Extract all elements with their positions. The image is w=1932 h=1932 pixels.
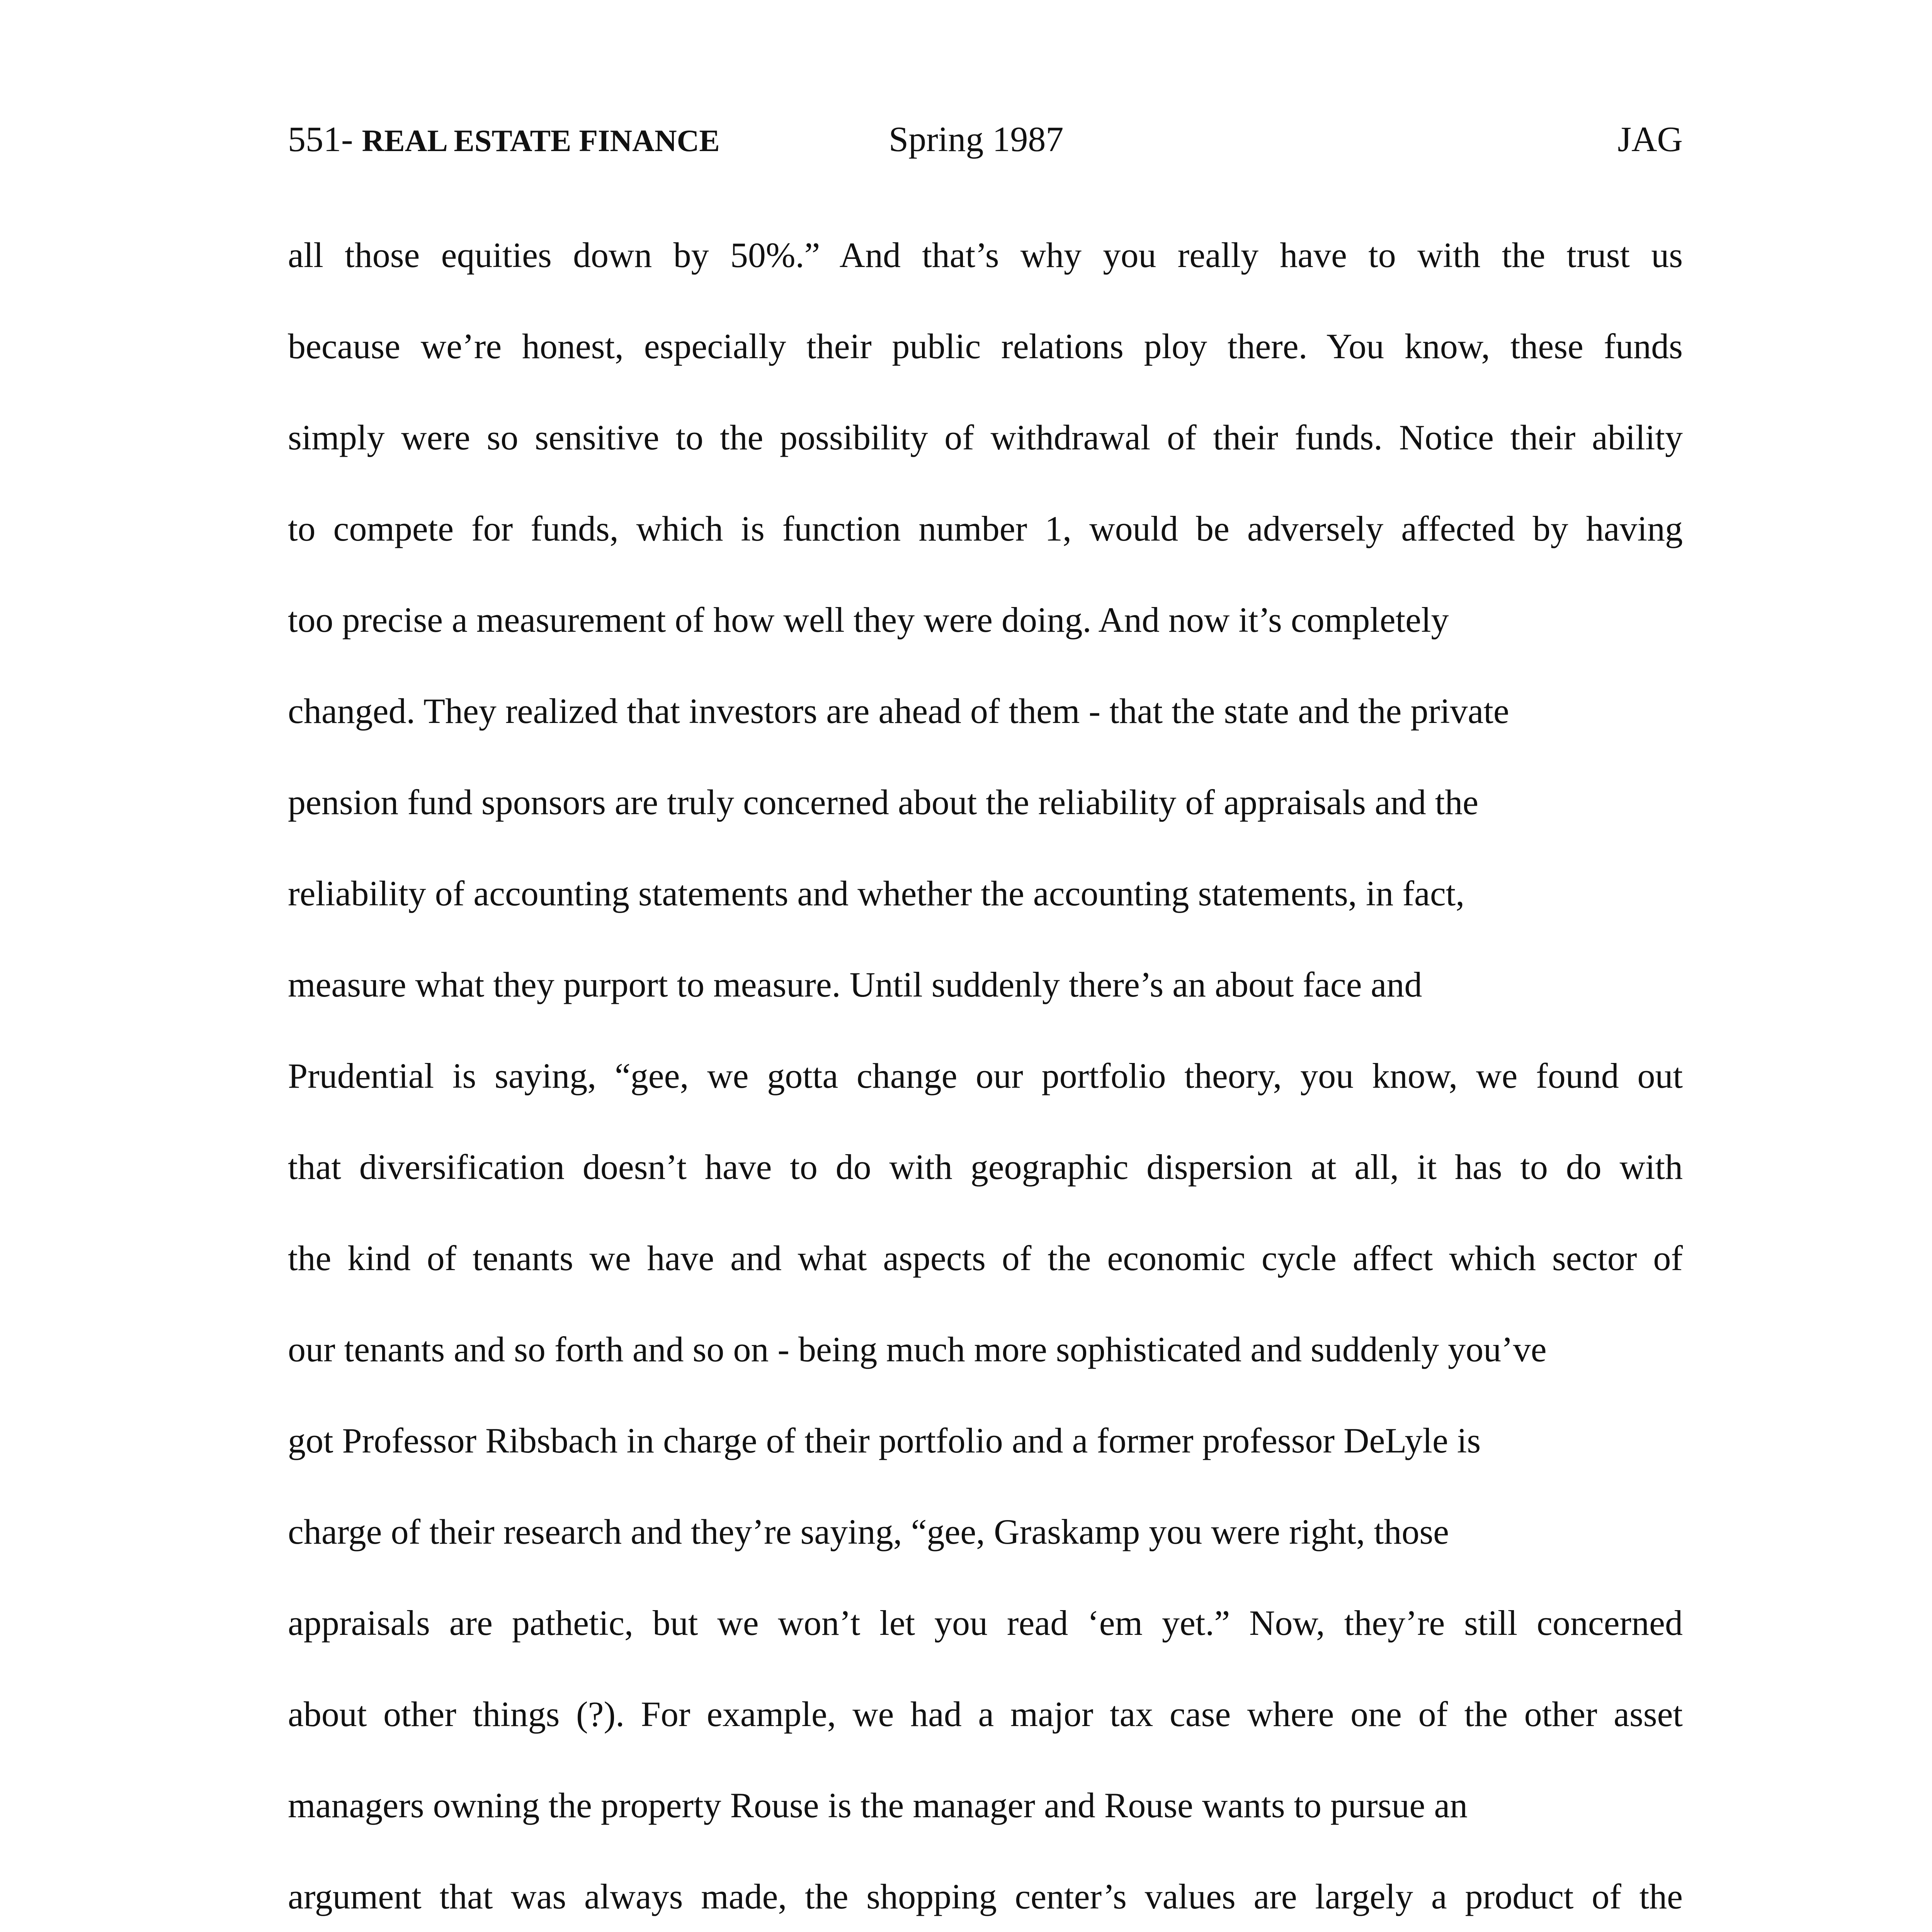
text-line: got Professor Ribsbach in charge of their portfolio and a former professor DeLyle is <box>288 1421 1481 1460</box>
text-line: to compete for funds, which is function number 1, would be adversely affected by having <box>288 509 1683 548</box>
author-initials: JAG <box>1617 119 1683 159</box>
text-line: managers owning the property Rouse is the manager and Rouse wants to pursue an <box>288 1786 1468 1825</box>
course-heading <box>288 116 720 164</box>
text-line: reliability of accounting statements and whether the accounting statements, in fact, <box>288 874 1465 913</box>
text-line: all those equities down by 50%.” And that’s why you really have to with the trust us <box>288 235 1683 275</box>
text-line: charge of their research and they’re saying, “gee, Graskamp you were right, those <box>288 1512 1449 1551</box>
text-line: measure what they purport to measure. Until suddenly there’s an about face and <box>288 965 1422 1004</box>
text-line: about other things (?). For example, we had a major tax case where one of the other asset <box>288 1694 1683 1734</box>
transcript-body <box>288 232 1683 1932</box>
text-line: appraisals are pathetic, but we won’t let you read ‘em yet.” Now, they’re still concerned <box>288 1603 1683 1643</box>
text-line: the kind of tenants we have and what aspects of the economic cycle affect which sector of <box>288 1238 1683 1278</box>
text-line: Prudential is saying, “gee, we gotta change our portfolio theory, you know, we found out <box>288 1056 1683 1095</box>
text-line: simply were so sensitive to the possibility of withdrawal of their funds. Notice their ability <box>288 418 1683 457</box>
text-line: pension fund sponsors are truly concerned about the reliability of appraisals and the <box>288 782 1479 822</box>
text-line: too precise a measurement of how well they were doing. And now it’s completely <box>288 600 1449 639</box>
page-header <box>288 116 1683 162</box>
text-line: that diversification doesn’t have to do with geographic dispersion at all, it has to do with <box>288 1147 1683 1187</box>
course-title: REAL ESTATE FINANCE <box>362 124 720 158</box>
course-number: 551- <box>288 119 353 159</box>
text-line: our tenants and so forth and so on - being much more sophisticated and suddenly you’ve <box>288 1330 1547 1369</box>
text-line: because we’re honest, especially their public relations ploy there. You know, these funds <box>288 327 1683 366</box>
text-line: changed. They realized that investors are ahead of them - that the state and the private <box>288 691 1509 731</box>
term-label: Spring 1987 <box>889 119 1064 159</box>
text-line: argument that was always made, the shopping center’s values are largely a product of the <box>288 1877 1683 1916</box>
